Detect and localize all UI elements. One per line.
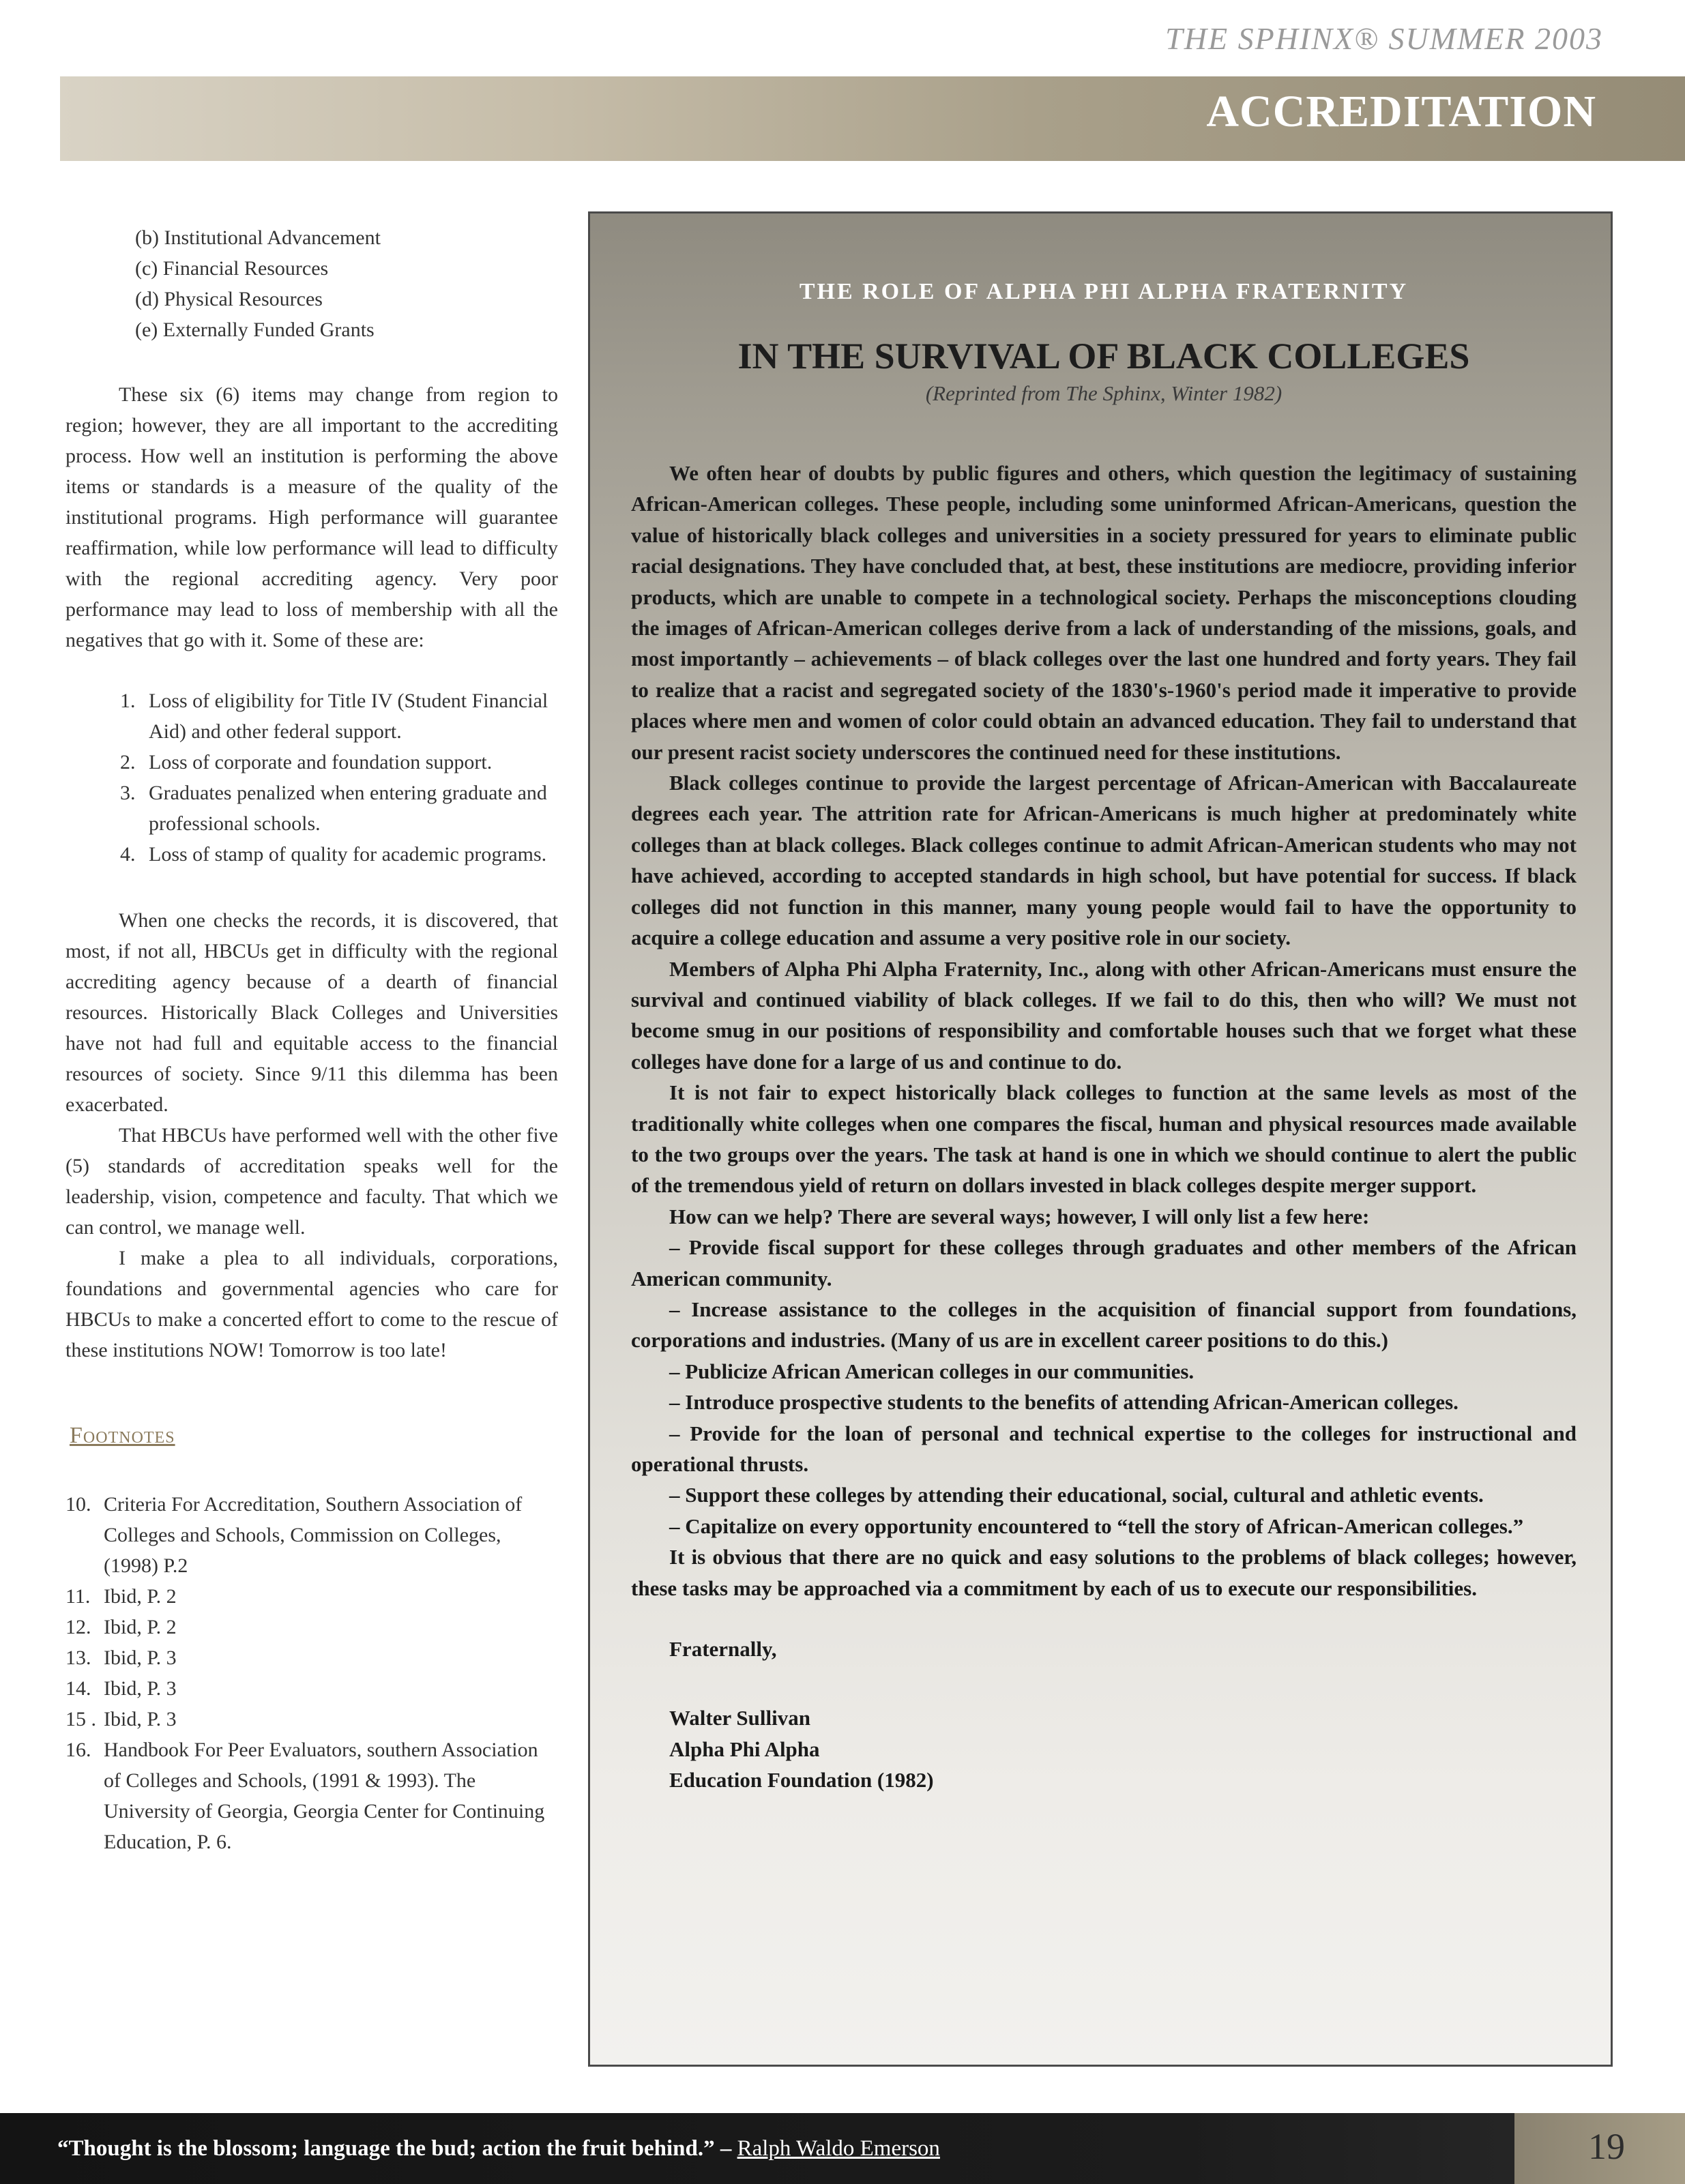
reprint-bullet: – Introduce prospective students to the benefits of attending African-American colleges. <box>669 1390 1459 1415</box>
list-text: Loss of stamp of quality for academic programs. <box>149 843 547 866</box>
footnote <box>65 1735 558 1857</box>
section-banner <box>60 76 1685 161</box>
consequences-list <box>120 685 558 870</box>
list-item: (d) Physical Resources <box>135 288 323 310</box>
footnote-number: 16. <box>65 1739 91 1761</box>
quote-author-link[interactable]: Ralph Waldo Emerson <box>737 2136 940 2161</box>
reprint-kicker: THE ROLE OF ALPHA PHI ALPHA FRATERNITY <box>799 279 1409 304</box>
standards-sublist <box>135 222 558 345</box>
footnote-number: 13. <box>65 1647 91 1669</box>
list-item <box>120 778 558 839</box>
footnote-text: Criteria For Accreditation, Southern Association of Colleges and Schools, Commission on Colleges, (1998) P.2 <box>104 1493 523 1577</box>
reprint-bullet: – Support these colleges by attending their educational, social, cultural and athletic events. <box>669 1483 1484 1507</box>
footnote-text: Ibid, P. 3 <box>104 1708 177 1730</box>
footnote-number: 15 . <box>65 1708 96 1730</box>
footnote-number: 11. <box>65 1585 91 1608</box>
reprint-paragraph: Black colleges continue to provide the largest percentage of African-American with Baccalaureate degrees each year. The attrition rate for African-Americans is much higher at predominately white colleges than at black colleges. Black colleges continue to admit African-American students who may not have achieved, according to accepted standards in high school, but have potential for success. If black colleges did not function in this manner, many young people would fail to have the opportunity to acquire a college education and assume a very positive role in our society. <box>631 771 1577 950</box>
list-item <box>120 685 558 747</box>
reprint-paragraph: It is not fair to expect historically black colleges to function at the same levels as most of the traditionally white colleges when one compares the fiscal, human and physical resources made available to the two groups over the years. The task at hand is one in which we should continue to alert the public of the tremendous yield of return on dollars invested in black colleges despite merger support. <box>631 1080 1577 1198</box>
footnote <box>65 1489 558 1581</box>
footnote-number: 10. <box>65 1493 91 1516</box>
page-number: 19 <box>1588 2126 1625 2167</box>
section-title: ACCREDITATION <box>1206 87 1596 136</box>
footer-quote <box>57 2136 940 2161</box>
signature-line: Alpha Phi Alpha <box>669 1737 820 1761</box>
body-paragraph: When one checks the records, it is discovered, that most, if not all, HBCUs get in difficulty with the regional accrediting agency because of a dearth of financial resources. Historically Black Colleges and Universities have not had full and equitable access to the financial resources of society. Since 9/11 this dilemma has been exacerbated. <box>65 909 558 1116</box>
footnote-text: Ibid, P. 2 <box>104 1616 177 1638</box>
list-item <box>120 839 558 870</box>
page-number-box <box>1514 2113 1685 2184</box>
signature-name: Walter Sullivan <box>669 1706 810 1730</box>
reprint-paragraph: How can we help? There are several ways; however, I will only list a few here: <box>669 1204 1370 1228</box>
list-item <box>120 747 558 778</box>
list-text: Loss of corporate and foundation support. <box>149 751 493 773</box>
footnote <box>65 1612 558 1642</box>
reprint-bullet: – Provide for the loan of personal and technical expertise to the colleges for instructional and operational thrusts. <box>631 1421 1577 1476</box>
list-number: 2. <box>120 751 136 773</box>
footnote <box>65 1581 558 1612</box>
list-text: Loss of eligibility for Title IV (Student Financial Aid) and other federal support. <box>149 690 548 743</box>
footnote-text: Ibid, P. 2 <box>104 1585 177 1608</box>
reprint-subtitle: (Reprinted from The Sphinx, Winter 1982) <box>925 381 1283 405</box>
footnotes-heading: Footnotes <box>70 1423 175 1448</box>
list-number: 1. <box>120 690 136 712</box>
footnote <box>65 1704 558 1735</box>
footnotes-list <box>65 1489 558 1857</box>
list-item: (e) Externally Funded Grants <box>135 319 375 341</box>
list-item: (b) Institutional Advancement <box>135 226 381 249</box>
reprint-bullet: – Provide fiscal support for these colleges through graduates and other members of the African American community. <box>631 1235 1577 1290</box>
reprint-bullet: – Publicize African American colleges in our communities. <box>669 1359 1195 1383</box>
footnote <box>65 1673 558 1704</box>
list-item: (c) Financial Resources <box>135 257 329 280</box>
quote-text: “Thought is the blossom; language the bud; action the fruit behind.” – <box>57 2136 737 2161</box>
reprint-bullet: – Capitalize on every opportunity encountered to “tell the story of African-American colleges.” <box>669 1514 1524 1538</box>
reprint-paragraph: Members of Alpha Phi Alpha Fraternity, Inc., along with other African-Americans must ensure the survival and continued viability of black colleges. If we fail to do this, then who will? We must not become smug in our positions of responsibility and comfortable houses such that we forget what these colleges have done for a large of us and continue to do. <box>631 956 1577 1074</box>
reprint-body <box>631 458 1577 1604</box>
signature-line: Education Foundation (1982) <box>669 1768 934 1792</box>
list-number: 4. <box>120 843 136 866</box>
signature-block <box>631 1634 1577 1796</box>
list-number: 3. <box>120 782 136 804</box>
reprint-paragraph: We often hear of doubts by public figures and others, which question the legitimacy of sustaining African-American colleges. These people, including some uninformed African-Americans, question the value of historically black colleges and universities in a society pressured for years to eliminate public racial designations. They have concluded that, at best, these institutions are mediocre, providing inferior products, which are unable to compete in a technological society. Perhaps the misconceptions clouding the images of African-American colleges derive from a lack of understanding of the missions, goals, and most importantly – achievements – of black colleges over the last one hundred and forty years. They fail to realize that a racist and segregated society of the 1830's-1960's period made it imperative to provide places where men and women of color could obtain an advanced education. They fail to understand that our present racist society underscores the continued need for these institutions. <box>631 461 1577 764</box>
body-paragraph: I make a plea to all individuals, corporations, foundations and governmental agencies who care for HBCUs to make a concerted effort to come to the rescue of these institutions NOW! Tomorrow is too late! <box>65 1247 558 1361</box>
body-paragraph: That HBCUs have performed well with the other five (5) standards of accreditation speaks well for the leadership, vision, competence and faculty. That which we can control, we manage well. <box>65 1124 558 1239</box>
footnote-text: Handbook For Peer Evaluators, southern Association of Colleges and Schools, (1991 & 1993). The University of Georgia, Georgia Center for Continuing Education, P. 6. <box>104 1739 545 1853</box>
footer-bar <box>0 2113 1685 2184</box>
list-text: Graduates penalized when entering graduate and professional schools. <box>149 782 547 835</box>
footnote-number: 14. <box>65 1677 91 1700</box>
body-paragraph: These six (6) items may change from region to region; however, they are all important to the accrediting process. How well an institution is performing the above items or standards is a measure of the quality of the institutional programs. High performance will guarantee reaffirmation, while low performance will lead to difficulty with the regional accrediting agency. Very poor performance may lead to loss of membership with all the negatives that go with it. Some of these are: <box>65 383 558 651</box>
left-column <box>65 222 558 1857</box>
reprint-sidebar-box <box>588 211 1613 2067</box>
footnote-text: Ibid, P. 3 <box>104 1647 177 1669</box>
masthead: THE SPHINX® SUMMER 2003 <box>1165 21 1603 56</box>
closing: Fraternally, <box>669 1637 777 1662</box>
reprint-paragraph: It is obvious that there are no quick and easy solutions to the problems of black colleges; however, these tasks may be approached via a commitment by each of us to execute our responsibilities. <box>631 1545 1577 1600</box>
footnote-number: 12. <box>65 1616 91 1638</box>
reprint-content <box>631 279 1577 1796</box>
footnote <box>65 1642 558 1673</box>
footnote-text: Ibid, P. 3 <box>104 1677 177 1700</box>
reprint-title: IN THE SURVIVAL OF BLACK COLLEGES <box>737 336 1470 377</box>
reprint-bullet: – Increase assistance to the colleges in the acquisition of financial support from foundations, corporations and industries. (Many of us are in excellent career positions to do this.) <box>631 1297 1577 1353</box>
